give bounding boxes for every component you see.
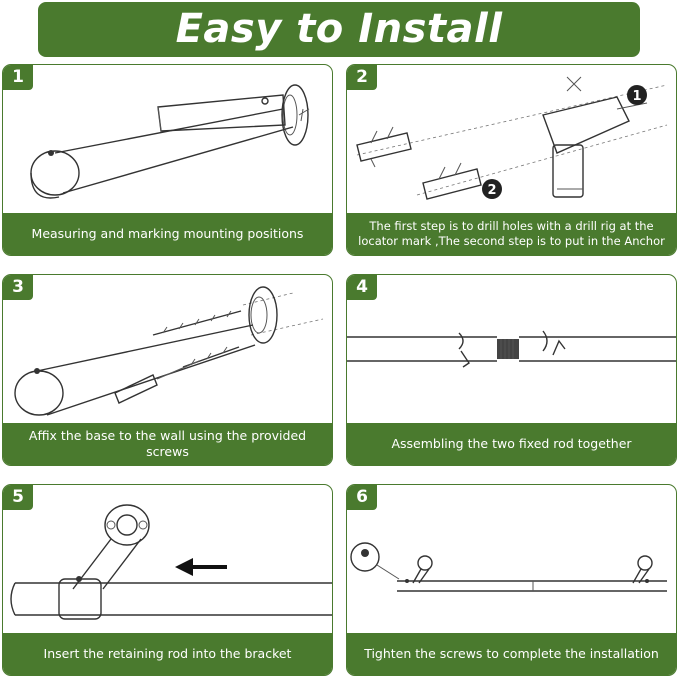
header-banner bbox=[38, 2, 640, 57]
step-panel-2 bbox=[346, 64, 677, 256]
insert-rod-illustration bbox=[3, 485, 333, 633]
step-caption-1: Measuring and marking mounting positions bbox=[31, 226, 304, 241]
caption-bar-2 bbox=[347, 213, 676, 255]
step-panel-4 bbox=[346, 274, 677, 466]
caption-bar-5 bbox=[3, 633, 332, 675]
step-number-5: 5 bbox=[3, 485, 33, 510]
step-number-3: 3 bbox=[3, 275, 33, 300]
caption-bar-1 bbox=[3, 213, 332, 255]
callout-1: 1 bbox=[632, 89, 642, 104]
step-number-2: 2 bbox=[347, 65, 377, 90]
step-panel-1 bbox=[2, 64, 333, 256]
drill-anchor-illustration bbox=[347, 65, 677, 213]
bracket-measure-illustration bbox=[3, 65, 333, 213]
caption-bar-6 bbox=[347, 633, 676, 675]
page-title: Easy to Install bbox=[175, 6, 503, 52]
step-panel-6 bbox=[346, 484, 677, 676]
caption-bar-4 bbox=[347, 423, 676, 465]
step-number-1: 1 bbox=[3, 65, 33, 90]
step-caption-5: Insert the retaining rod into the bracket bbox=[43, 646, 292, 661]
step-panel-5 bbox=[2, 484, 333, 676]
step-panel-3 bbox=[2, 274, 333, 466]
screw-base-illustration bbox=[3, 275, 333, 423]
rod-assembly-illustration bbox=[347, 275, 677, 423]
tighten-screws-illustration bbox=[347, 485, 677, 633]
step-number-4: 4 bbox=[347, 275, 377, 300]
step-caption-3: Affix the base to the wall using the provided screws bbox=[28, 428, 307, 459]
step-caption-2: The first step is to drill holes with a drill rig at the locator mark ,The second step is to put in the Anchor bbox=[358, 219, 665, 248]
step-caption-6: Tighten the screws to complete the installation bbox=[364, 646, 659, 661]
step-caption-4: Assembling the two fixed rod together bbox=[391, 436, 632, 451]
callout-2: 2 bbox=[487, 183, 497, 198]
caption-bar-3 bbox=[3, 423, 332, 465]
step-number-6: 6 bbox=[347, 485, 377, 510]
